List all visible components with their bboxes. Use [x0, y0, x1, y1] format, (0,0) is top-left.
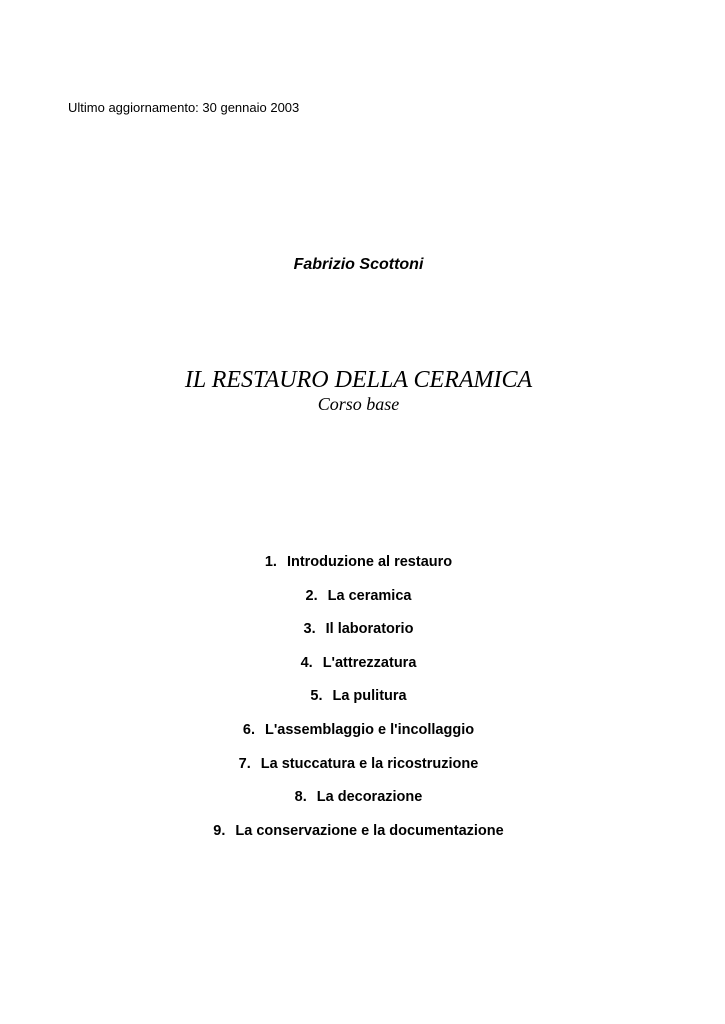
toc-item-number: 2. — [305, 587, 318, 604]
toc-item — [0, 550, 717, 584]
toc-item — [0, 584, 717, 618]
toc-item-number: 8. — [294, 789, 307, 806]
document-subtitle: Corso base — [317, 394, 400, 414]
document-title: IL RESTAURO DELLA CERAMICA — [184, 367, 533, 393]
toc-item-label: La conservazione e la documentazione — [235, 822, 504, 839]
toc-item — [0, 617, 717, 651]
toc-item-label: L'assemblaggio e l'incollaggio — [264, 721, 475, 738]
toc-item-number: 9. — [213, 822, 226, 839]
toc-item — [0, 718, 717, 752]
toc-item — [0, 651, 717, 685]
toc-item-label: La ceramica — [327, 587, 412, 604]
toc-item-label: La stuccatura e la ricostruzione — [260, 755, 479, 772]
table-of-contents — [0, 550, 717, 852]
toc-item-number: 7. — [238, 755, 251, 772]
toc-item-number: 4. — [300, 654, 313, 671]
toc-item-number: 5. — [310, 688, 323, 705]
toc-item-number: 6. — [242, 721, 255, 738]
toc-item-label: La pulitura — [332, 688, 407, 705]
toc-item-number: 1. — [264, 554, 277, 570]
toc-item-label: Introduzione al restauro — [286, 554, 453, 570]
toc-item-label: Il laboratorio — [325, 621, 414, 638]
toc-item — [0, 785, 717, 819]
last-updated-text: Ultimo aggiornamento: 30 gennaio 2003 — [68, 100, 300, 115]
author-name: Fabrizio Scottoni — [293, 256, 424, 273]
toc-item — [0, 684, 717, 718]
toc-item — [0, 752, 717, 786]
toc-item-label: L'attrezzatura — [322, 654, 417, 671]
toc-item-number: 3. — [303, 621, 316, 638]
toc-item-label: La decorazione — [316, 789, 423, 806]
toc-item — [0, 819, 717, 853]
